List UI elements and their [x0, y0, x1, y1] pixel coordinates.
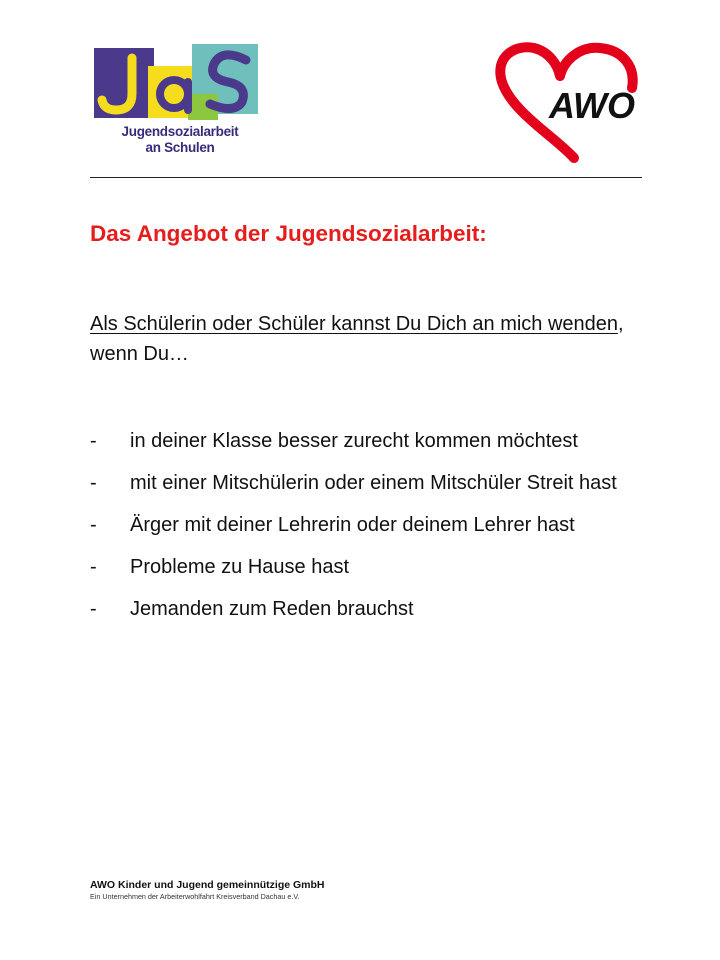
footer-organization: AWO Kinder und Jugend gemeinnützige GmbH — [90, 879, 325, 891]
footer — [90, 879, 490, 902]
bullet-dash: - — [90, 472, 97, 494]
awo-logo — [494, 42, 644, 164]
list-item — [90, 463, 660, 504]
bullet-dash: - — [90, 430, 97, 452]
jas-caption-line1: Jugendsozialarbeit — [121, 124, 239, 139]
bullet-list — [90, 421, 660, 631]
page-heading: Das Angebot der Jugendsozialarbeit: — [90, 221, 487, 246]
list-item-text: in deiner Klasse besser zurecht kommen möchtest — [130, 430, 578, 452]
list-item-text: Ärger mit deiner Lehrerin oder deinem Lehrer hast — [130, 514, 575, 536]
awo-heart-icon — [494, 42, 644, 164]
bullet-dash: - — [90, 514, 97, 536]
jas-logo-graphic — [92, 44, 260, 124]
list-item — [90, 589, 660, 630]
list-item — [90, 505, 660, 546]
awo-logo-text: AWO — [549, 85, 635, 126]
bullet-dash: - — [90, 598, 97, 620]
jas-caption — [100, 124, 260, 156]
list-item-text: Jemanden zum Reden brauchst — [130, 598, 414, 620]
jas-logo — [92, 44, 260, 162]
bullet-dash: - — [90, 556, 97, 578]
list-item-text: Probleme zu Hause hast — [130, 556, 350, 578]
intro-rest: , wenn Du… — [90, 313, 624, 365]
intro-paragraph — [90, 309, 650, 369]
list-item — [90, 547, 660, 588]
intro-underlined: Als Schülerin oder Schüler kannst Du Dich an mich wenden — [90, 313, 619, 335]
list-item-text: mit einer Mitschülerin oder einem Mitschüler Streit hast — [130, 472, 617, 494]
header-rule — [90, 177, 642, 178]
list-item — [90, 421, 660, 462]
footer-subline: Ein Unternehmen der Arbeiterwohlfahrt Kreisverband Dachau e.V. — [90, 892, 300, 901]
jas-caption-line2: an Schulen — [145, 140, 215, 155]
